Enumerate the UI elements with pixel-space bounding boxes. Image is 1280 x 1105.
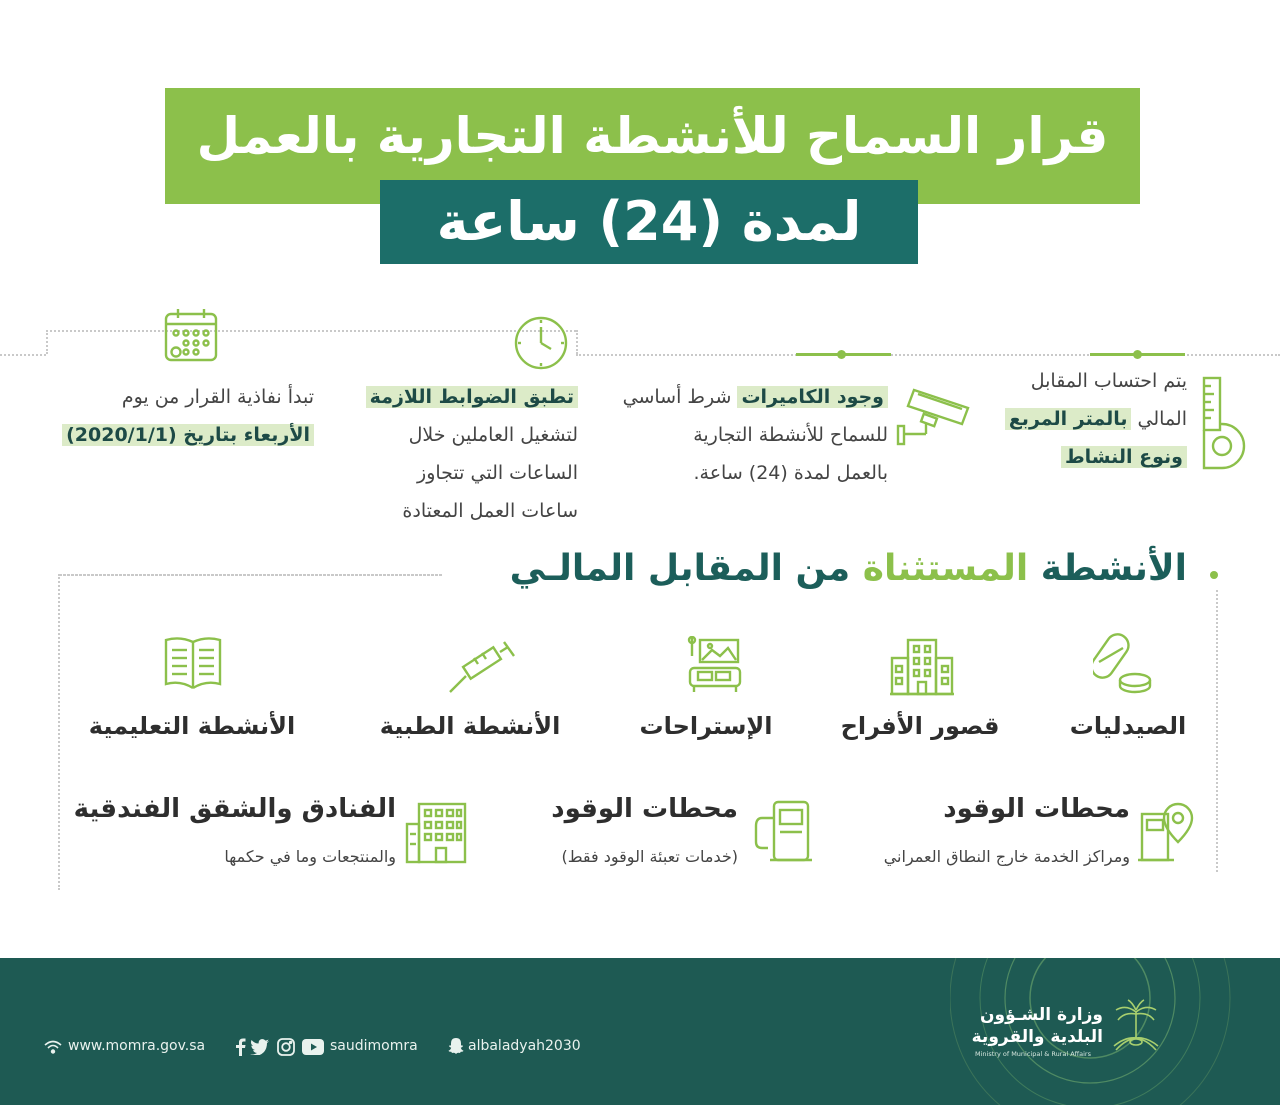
book-icon bbox=[162, 632, 224, 692]
info-highlight: ونوع النشاط bbox=[1061, 446, 1187, 468]
exempt-item-label: الإستراحات bbox=[639, 712, 773, 740]
info-highlight: تطبق الضوابط اللازمة bbox=[366, 386, 578, 408]
info-highlight: بالمتر المربع bbox=[1005, 408, 1132, 430]
info-text: ساعات العمل المعتادة bbox=[402, 500, 578, 522]
divider bbox=[1216, 590, 1218, 872]
hotel-icon bbox=[405, 800, 469, 864]
info-text: للسماح للأنشطة التجارية bbox=[693, 424, 888, 446]
exempt-item2-sub: ومراكز الخدمة خارج النطاق العمراني bbox=[883, 847, 1130, 866]
page-title: قرار السماح للأنشطة التجارية بالعمل bbox=[196, 107, 1109, 165]
snapchat-handle[interactable]: albaladyah2030 bbox=[468, 1038, 581, 1054]
gas-station-location-icon bbox=[1138, 800, 1196, 864]
info-text: الساعات التي تتجاوز bbox=[417, 462, 578, 484]
section-title-part: الأنشطة bbox=[1040, 548, 1187, 589]
youtube-icon[interactable] bbox=[302, 1039, 324, 1055]
section-title-highlight: المستثناة bbox=[862, 548, 1029, 589]
divider bbox=[46, 330, 48, 354]
info-highlight: الأربعاء بتاريخ (2020/1/1) bbox=[62, 424, 314, 446]
subtitle-banner bbox=[380, 180, 918, 264]
info-text: تبدأ نفاذية القرار من يوم bbox=[121, 386, 314, 408]
divider bbox=[0, 354, 46, 356]
info-text: يتم احتساب المقابل bbox=[1030, 370, 1187, 392]
website-link[interactable]: www.momra.gov.sa bbox=[68, 1038, 206, 1054]
accent-dot bbox=[1133, 350, 1142, 359]
saudi-emblem-icon bbox=[1108, 998, 1164, 1060]
exempt-item2-sub: (خدمات تعبئة الوقود فقط) bbox=[561, 847, 738, 866]
exempt-item-label: الصيدليات bbox=[1069, 712, 1187, 740]
info-text: لتشغيل العاملين خلال bbox=[408, 424, 578, 446]
pills-icon bbox=[1093, 628, 1153, 696]
info-start-date bbox=[60, 378, 314, 454]
divider bbox=[46, 330, 576, 332]
clock-icon bbox=[513, 315, 569, 371]
ministry-name bbox=[971, 1004, 1103, 1060]
info-cameras bbox=[600, 378, 888, 492]
info-text: شرط أساسي bbox=[622, 386, 732, 408]
divider bbox=[576, 330, 578, 354]
syringe-icon bbox=[446, 638, 518, 696]
camera-icon bbox=[896, 384, 972, 448]
section-title bbox=[462, 548, 1187, 589]
fuel-pump-icon bbox=[752, 798, 814, 864]
exempt-item-label: الأنشطة التعليمية bbox=[88, 712, 296, 740]
social-handle[interactable]: saudimomra bbox=[330, 1038, 418, 1054]
exempt-item2-title: الفنادق والشقق الفندقية bbox=[73, 794, 396, 824]
twitter-icon[interactable] bbox=[250, 1039, 270, 1055]
snapchat-icon[interactable] bbox=[448, 1037, 464, 1055]
wifi-icon bbox=[44, 1040, 62, 1054]
building-icon bbox=[890, 636, 954, 696]
tape-measure-icon bbox=[1198, 376, 1248, 472]
footer bbox=[0, 958, 1280, 1105]
exempt-item2-title: محطات الوقود bbox=[943, 794, 1130, 824]
info-text: المالي bbox=[1137, 408, 1187, 430]
accent-dot bbox=[1210, 571, 1218, 579]
info-text: بالعمل لمدة (24) ساعة. bbox=[693, 462, 888, 484]
info-controls bbox=[320, 378, 578, 530]
exempt-item-label: الأنشطة الطبية bbox=[379, 712, 561, 740]
ministry-name-ar-line1: وزارة الشـؤون bbox=[980, 1005, 1103, 1025]
facebook-icon[interactable] bbox=[234, 1038, 246, 1056]
ministry-name-en: Ministry of Municipal & Rural Affairs bbox=[975, 1050, 1091, 1058]
resthouse-icon bbox=[686, 636, 744, 696]
ministry-name-ar-line2: البلدية والقروية bbox=[971, 1027, 1103, 1047]
info-highlight: وجود الكاميرات bbox=[737, 386, 888, 408]
page-subtitle: لمدة (24) ساعة bbox=[436, 190, 862, 253]
section-title-part: من المقابل المالـي bbox=[509, 548, 851, 589]
exempt-item2-title: محطات الوقود bbox=[551, 794, 738, 824]
exempt-item-label: قصور الأفراح bbox=[840, 712, 1000, 740]
instagram-icon[interactable] bbox=[277, 1038, 295, 1056]
accent-dot bbox=[837, 350, 846, 359]
divider bbox=[58, 574, 442, 576]
divider bbox=[58, 574, 60, 890]
calendar-icon bbox=[162, 306, 220, 364]
exempt-item2-sub: والمنتجعات وما في حكمها bbox=[224, 847, 396, 866]
info-fees bbox=[985, 362, 1187, 476]
